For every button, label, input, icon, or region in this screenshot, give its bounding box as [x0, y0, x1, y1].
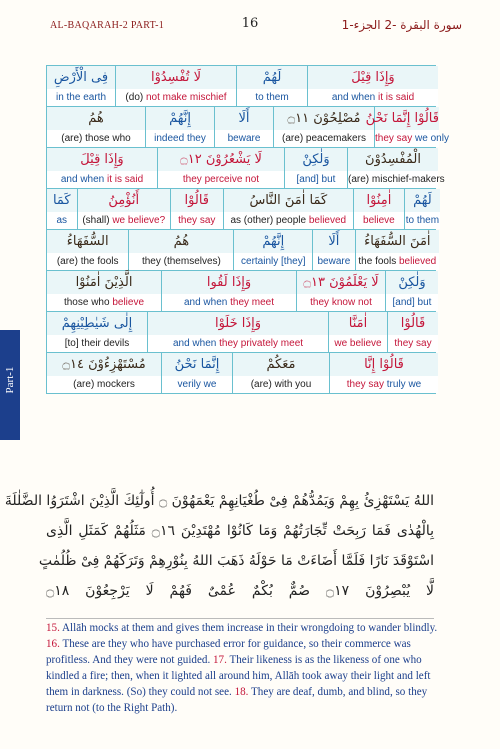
grid-cell — [354, 189, 405, 229]
grid-cell — [148, 312, 329, 352]
english-gloss — [215, 130, 273, 147]
english-gloss — [405, 212, 440, 229]
gloss-segment: they perceive not — [182, 174, 260, 185]
gloss-segment: it is said — [378, 92, 415, 103]
english-gloss — [224, 212, 353, 229]
english-gloss — [375, 130, 449, 147]
english-gloss — [274, 130, 374, 147]
arabic-verse-line: بِالْهُدٰى فَمَا رَبِحَتْ تِّجَارَتُهُمْ وَمَا كَانُوْا مُهْتَدِيْنَ ۝١٦ مَثَلُهُمْ كَمَثَلِ الَّذِى — [46, 523, 435, 539]
arabic-word: وَإِذَا قِيْلَ — [351, 70, 395, 85]
arabic-verse-block — [4, 486, 435, 606]
grid-row — [47, 353, 435, 393]
english-gloss — [47, 294, 161, 311]
arabic-word: لَا تُفْسِدُوْا — [150, 70, 202, 85]
arabic-word: أَلَا — [328, 234, 340, 249]
english-gloss — [330, 376, 438, 393]
english-gloss — [233, 376, 329, 393]
gloss-segment: (are) peacemakers — [282, 133, 366, 144]
english-gloss — [162, 376, 232, 393]
grid-cell — [129, 230, 234, 270]
arabic-word: إِنَّهُمْ — [169, 111, 191, 126]
gloss-segment: beware — [227, 133, 261, 144]
grid-cell — [285, 148, 348, 188]
arabic-word: كَمَا — [52, 193, 71, 208]
part-side-tab — [0, 330, 20, 440]
gloss-segment: and when — [60, 174, 108, 185]
arabic-word: فِى الْأَرْضِ — [53, 70, 109, 85]
arabic-word: أَنُؤْمِنُ — [108, 193, 140, 208]
gloss-segment: to them — [255, 92, 289, 103]
word-by-word-grid — [46, 65, 449, 394]
gloss-segment: and when — [331, 92, 379, 103]
arabic-word: وَلٰكِنْ — [302, 152, 330, 167]
arabic-word: لَهُمْ — [413, 193, 432, 208]
divider — [46, 618, 434, 619]
page-header — [0, 0, 500, 42]
gloss-segment: they meet — [230, 297, 275, 308]
gloss-segment: (are) the fools — [56, 256, 119, 267]
gloss-segment: they say — [346, 379, 387, 390]
verse-translation: They are deaf, dumb, and blind, so they return not (to the Right Path). — [46, 686, 428, 714]
verse-number: 18. — [234, 686, 249, 698]
gloss-segment: believe — [112, 297, 145, 308]
gloss-segment: (are) with you — [250, 379, 312, 390]
translation-block — [46, 620, 438, 716]
grid-cell — [405, 189, 440, 229]
arabic-word: قَالُوْا — [184, 193, 210, 208]
grid-cell — [47, 353, 162, 393]
gloss-segment: (shall) — [82, 215, 113, 226]
grid-cell — [313, 230, 356, 270]
arabic-word: إِنَّمَا نَحْنُ — [174, 357, 220, 372]
english-gloss — [116, 89, 236, 106]
arabic-word: الْمُفْسِدُوْنَ — [365, 152, 421, 167]
grid-row — [47, 312, 435, 353]
grid-cell — [158, 148, 285, 188]
grid-cell — [215, 107, 274, 147]
arabic-word: اٰمِنُوْا — [366, 193, 392, 208]
grid-cell — [356, 230, 439, 270]
english-gloss — [356, 253, 439, 270]
gloss-segment: believed — [398, 256, 437, 267]
grid-cell — [329, 312, 388, 352]
arabic-word: اٰمَنَ السُّفَهَاءُ — [364, 234, 431, 249]
english-gloss — [348, 171, 445, 188]
grid-cell — [47, 312, 148, 352]
grid-cell — [386, 271, 438, 311]
grid-cell — [274, 107, 375, 147]
grid-cell — [388, 312, 438, 352]
arabic-word: هُمُ — [173, 234, 190, 249]
translation-paragraph — [46, 620, 438, 716]
english-gloss — [308, 89, 438, 106]
grid-cell — [47, 107, 146, 147]
arabic-verse-line: اللهُ يَسْتَهْزِئُ بِهِمْ وَيَمُدُّهُمْ فِىْ طُغْيَانِهِمْ يَعْمَهُوْنَ ۝ أُولٰٓئِكَ الَّذِيْنَ اشْتَرَوُا الضَّلٰلَةَ — [4, 493, 434, 509]
english-gloss — [47, 212, 77, 229]
gloss-segment: they privately meet — [219, 338, 304, 349]
grid-cell — [47, 148, 158, 188]
arabic-word: إِلٰى شَيٰطِيْنِهِمْ — [61, 316, 133, 331]
arabic-word: قَالُوْا إِنَّا — [364, 357, 404, 372]
english-gloss — [329, 335, 387, 352]
grid-cell — [234, 230, 313, 270]
gloss-segment: to them — [405, 215, 440, 226]
english-gloss — [47, 335, 147, 352]
grid-row — [47, 66, 435, 107]
english-gloss — [146, 130, 214, 147]
verse-translation: Their likeness is as the likeness of one who kindled a fire; then, when it lighted all around him, Allāh took away their light and left them in darkness. (So) they could not see. — [46, 654, 431, 698]
english-gloss — [237, 89, 307, 106]
arabic-word: إِنَّهُمْ — [262, 234, 285, 249]
gloss-segment: [and] but — [296, 174, 336, 185]
gloss-segment: certainly [they] — [241, 256, 306, 267]
gloss-segment: (are) mockers — [73, 379, 135, 390]
gloss-segment: believe — [363, 215, 395, 226]
english-gloss — [47, 376, 161, 393]
grid-cell — [146, 107, 215, 147]
grid-cell — [224, 189, 354, 229]
arabic-word: لَا يَعْلَمُوْنَ ۝١٣ — [303, 275, 379, 290]
arabic-word: هُمُ — [88, 111, 104, 126]
arabic-verse-line: لَّا يُبْصِرُوْنَ ۝١٧ صُمٌّ بُكْمٌ عُمْىٌ فَهُمْ لَا يَرْجِعُوْنَ ۝١٨ — [46, 583, 434, 599]
grid-row — [47, 271, 435, 312]
gloss-segment: as (other) people — [230, 215, 309, 226]
grid-cell — [348, 148, 445, 188]
arabic-word: لَا يَشْعُرُوْنَ ۝١٢ — [180, 152, 262, 167]
gloss-segment: they (themselves) — [141, 256, 221, 267]
english-gloss — [354, 212, 404, 229]
arabic-word: السُّفَهَاءُ — [66, 234, 109, 249]
english-gloss — [285, 171, 347, 188]
gloss-segment: [to] their devils — [64, 338, 130, 349]
english-gloss — [47, 171, 157, 188]
arabic-word: أَلَا — [238, 111, 250, 126]
gloss-segment: we believe — [334, 338, 382, 349]
verse-number: 16. — [46, 638, 60, 650]
gloss-segment: they say — [375, 133, 416, 144]
verse-number: 17. — [213, 654, 227, 666]
grid-cell — [297, 271, 386, 311]
grid-cell — [233, 353, 330, 393]
gloss-segment: (do) — [125, 92, 146, 103]
arabic-word: قَالُوْا إِنَّمَا نَحْنُ — [365, 111, 439, 126]
gloss-segment: and when — [172, 338, 220, 349]
grid-cell — [47, 66, 116, 106]
english-gloss — [313, 253, 355, 270]
english-gloss — [78, 212, 170, 229]
gloss-segment: we only — [415, 133, 449, 144]
english-gloss — [148, 335, 328, 352]
arabic-word: وَإِذَا لَقُوا — [206, 275, 252, 290]
arabic-verse-line: اسْتَوْقَدَ نَارًا فَلَمَّا أَضَاءَتْ مَا حَوْلَهُ ذَهَبَ اللهُ بِنُوْرِهِمْ وَتَرَكَهُمْ فِىْ ظُلُمٰتٍ — [38, 553, 434, 569]
grid-row — [47, 148, 445, 189]
page-number: 16 — [241, 16, 259, 31]
english-gloss — [158, 171, 284, 188]
arabic-word: كَمَا اٰمَنَ النَّاسُ — [249, 193, 328, 208]
english-gloss — [234, 253, 312, 270]
gloss-segment: (are) mischief-makers — [348, 174, 445, 185]
grid-row — [47, 107, 449, 148]
english-gloss — [297, 294, 385, 311]
gloss-segment: not make mischief — [145, 92, 227, 103]
verse-number: 15. — [46, 622, 60, 634]
english-gloss — [171, 212, 223, 229]
gloss-segment: as — [56, 215, 68, 226]
arabic-word: الَّذِيْنَ اٰمَنُوْا — [75, 275, 133, 290]
verse-translation: These are they who have purchased error for guidance, so their commerce was profitless. And they were not guided. — [46, 638, 411, 666]
grid-cell — [237, 66, 308, 106]
arabic-word: مُسْتَهْزِءُوْنَ ۝١٤ — [62, 357, 146, 372]
grid-cell — [47, 230, 129, 270]
gloss-segment: beware — [317, 256, 351, 267]
arabic-word: قَالُوْا — [400, 316, 426, 331]
surah-arabic-label: سورة البقرة -2 الجزء-1 — [341, 18, 462, 32]
grid-cell — [330, 353, 438, 393]
gloss-segment: truly we — [386, 379, 422, 390]
grid-cell — [47, 189, 78, 229]
grid-cell — [116, 66, 237, 106]
gloss-segment: verily we — [177, 379, 217, 390]
arabic-word: مُصْلِحُوْنَ ۝١١ — [287, 111, 361, 126]
arabic-word: مَعَكُمْ — [266, 357, 296, 372]
gloss-segment: they say — [178, 215, 216, 226]
english-gloss — [162, 294, 296, 311]
gloss-segment: believed — [308, 215, 347, 226]
english-gloss — [386, 294, 438, 311]
gloss-segment: in the earth — [55, 92, 107, 103]
grid-cell — [308, 66, 438, 106]
grid-cell — [78, 189, 171, 229]
gloss-segment: (are) those who — [61, 133, 131, 144]
gloss-segment: and when — [183, 297, 231, 308]
gloss-segment: those who — [63, 297, 113, 308]
grid-cell — [162, 271, 297, 311]
gloss-segment: indeed they — [154, 133, 206, 144]
surah-part-label: AL-BAQARAH-2 PART-1 — [50, 20, 165, 31]
verse-translation: Allāh mocks at them and gives them increase in their wrongdoing to wander blindly. — [59, 622, 438, 634]
gloss-segment: the fools — [358, 256, 399, 267]
grid-cell — [162, 353, 233, 393]
grid-row — [47, 230, 435, 271]
part-tab-label: Part-1 — [4, 366, 16, 394]
english-gloss — [47, 253, 128, 270]
gloss-segment: we believe? — [112, 215, 166, 226]
english-gloss — [129, 253, 233, 270]
english-gloss — [47, 130, 145, 147]
english-gloss — [47, 89, 115, 106]
grid-row — [47, 189, 440, 230]
english-gloss — [388, 335, 438, 352]
arabic-word: وَلٰكِنْ — [398, 275, 426, 290]
grid-cell — [171, 189, 224, 229]
grid-cell — [365, 107, 449, 147]
arabic-word: وَإِذَا قِيْلَ — [80, 152, 124, 167]
gloss-segment: it is said — [107, 174, 144, 185]
arabic-word: وَإِذَا خَلَوْا — [214, 316, 262, 331]
gloss-segment: they say — [394, 338, 432, 349]
arabic-word: لَهُمْ — [262, 70, 282, 85]
arabic-word: اٰمَنَّا — [348, 316, 368, 331]
gloss-segment: [and] but — [392, 297, 432, 308]
gloss-segment: they know not — [310, 297, 372, 308]
grid-cell — [47, 271, 162, 311]
